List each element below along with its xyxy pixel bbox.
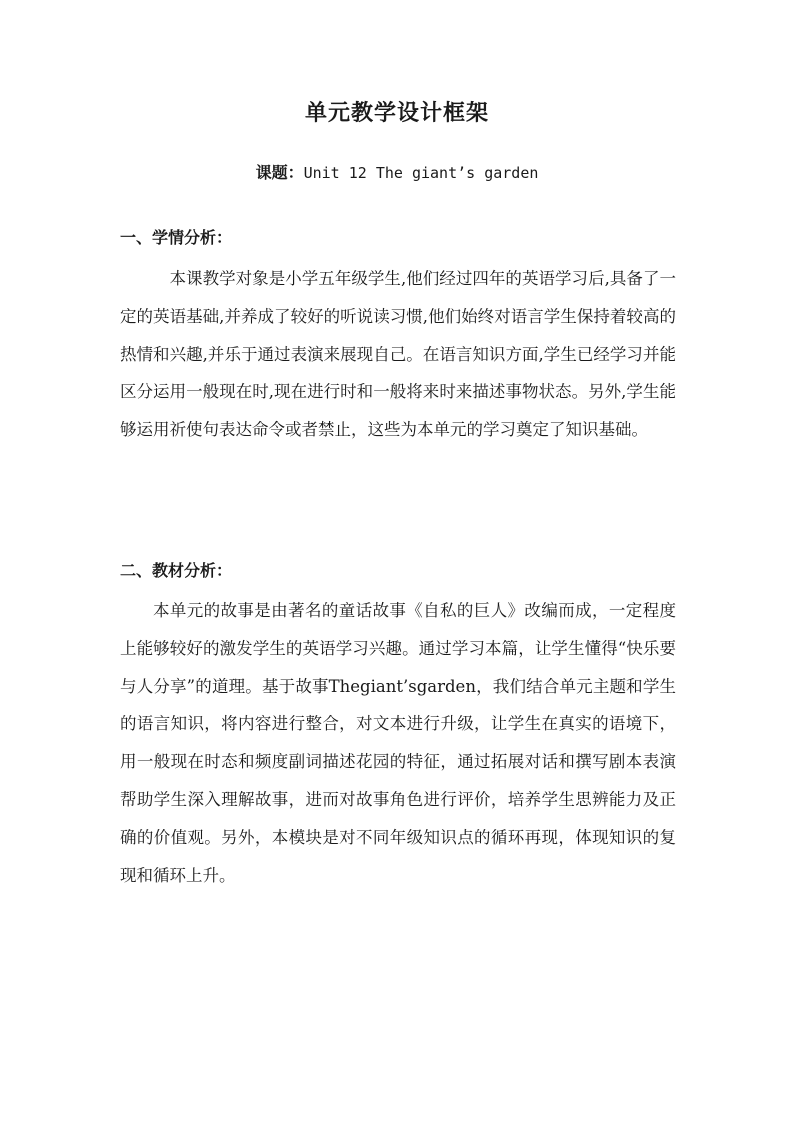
course-subtitle [0,160,794,183]
subtitle-course: Unit 12 The giant’s garden [303,164,539,182]
section-paragraph-material-analysis: 本单元的故事是由著名的童话故事《自私的巨人》改编而成，一定程度上能够较好的激发学生的英语学习兴趣。通过学习本篇，让学生懂得“快乐要与人分享”的道理。基于故事Thegiant’sgarden，我们结合单元主题和学生的语言知识，将内容进行整合，对文本进行升级，让学生在真实的语境下，用一般现在时态和频度副词描述花园的特征，通过拓展对话和撰写剧本表演帮助学生深入理解故事，进而对故事角色进行评价，培养学生思辨能力及正确的价值观。另外，本模块是对不同年级知识点的循环再现，体现知识的复现和循环上升。 [120,601,676,885]
section-paragraph-student-analysis: 本课教学对象是小学五年级学生,他们经过四年的英语学习后,具备了一定的英语基础,并养成了较好的听说读习惯,他们始终对语言学生保持着较高的热情和兴趣,并乐于通过表演来展现自己。在语言知识方面,学生已经学习并能区分运用一般现在时,现在进行时和一般将来时来描述事物状态。另外,学生能够运用祈使句表达命令或者禁止，这些为本单元的学习奠定了知识基础。 [120,269,676,440]
section-heading-student-analysis: 一、学情分析： [120,228,233,247]
subtitle-label: 课题： [255,163,304,182]
page-title: 单元教学设计框架 [304,100,489,126]
section-heading-material-analysis: 二、教材分析： [120,561,233,580]
